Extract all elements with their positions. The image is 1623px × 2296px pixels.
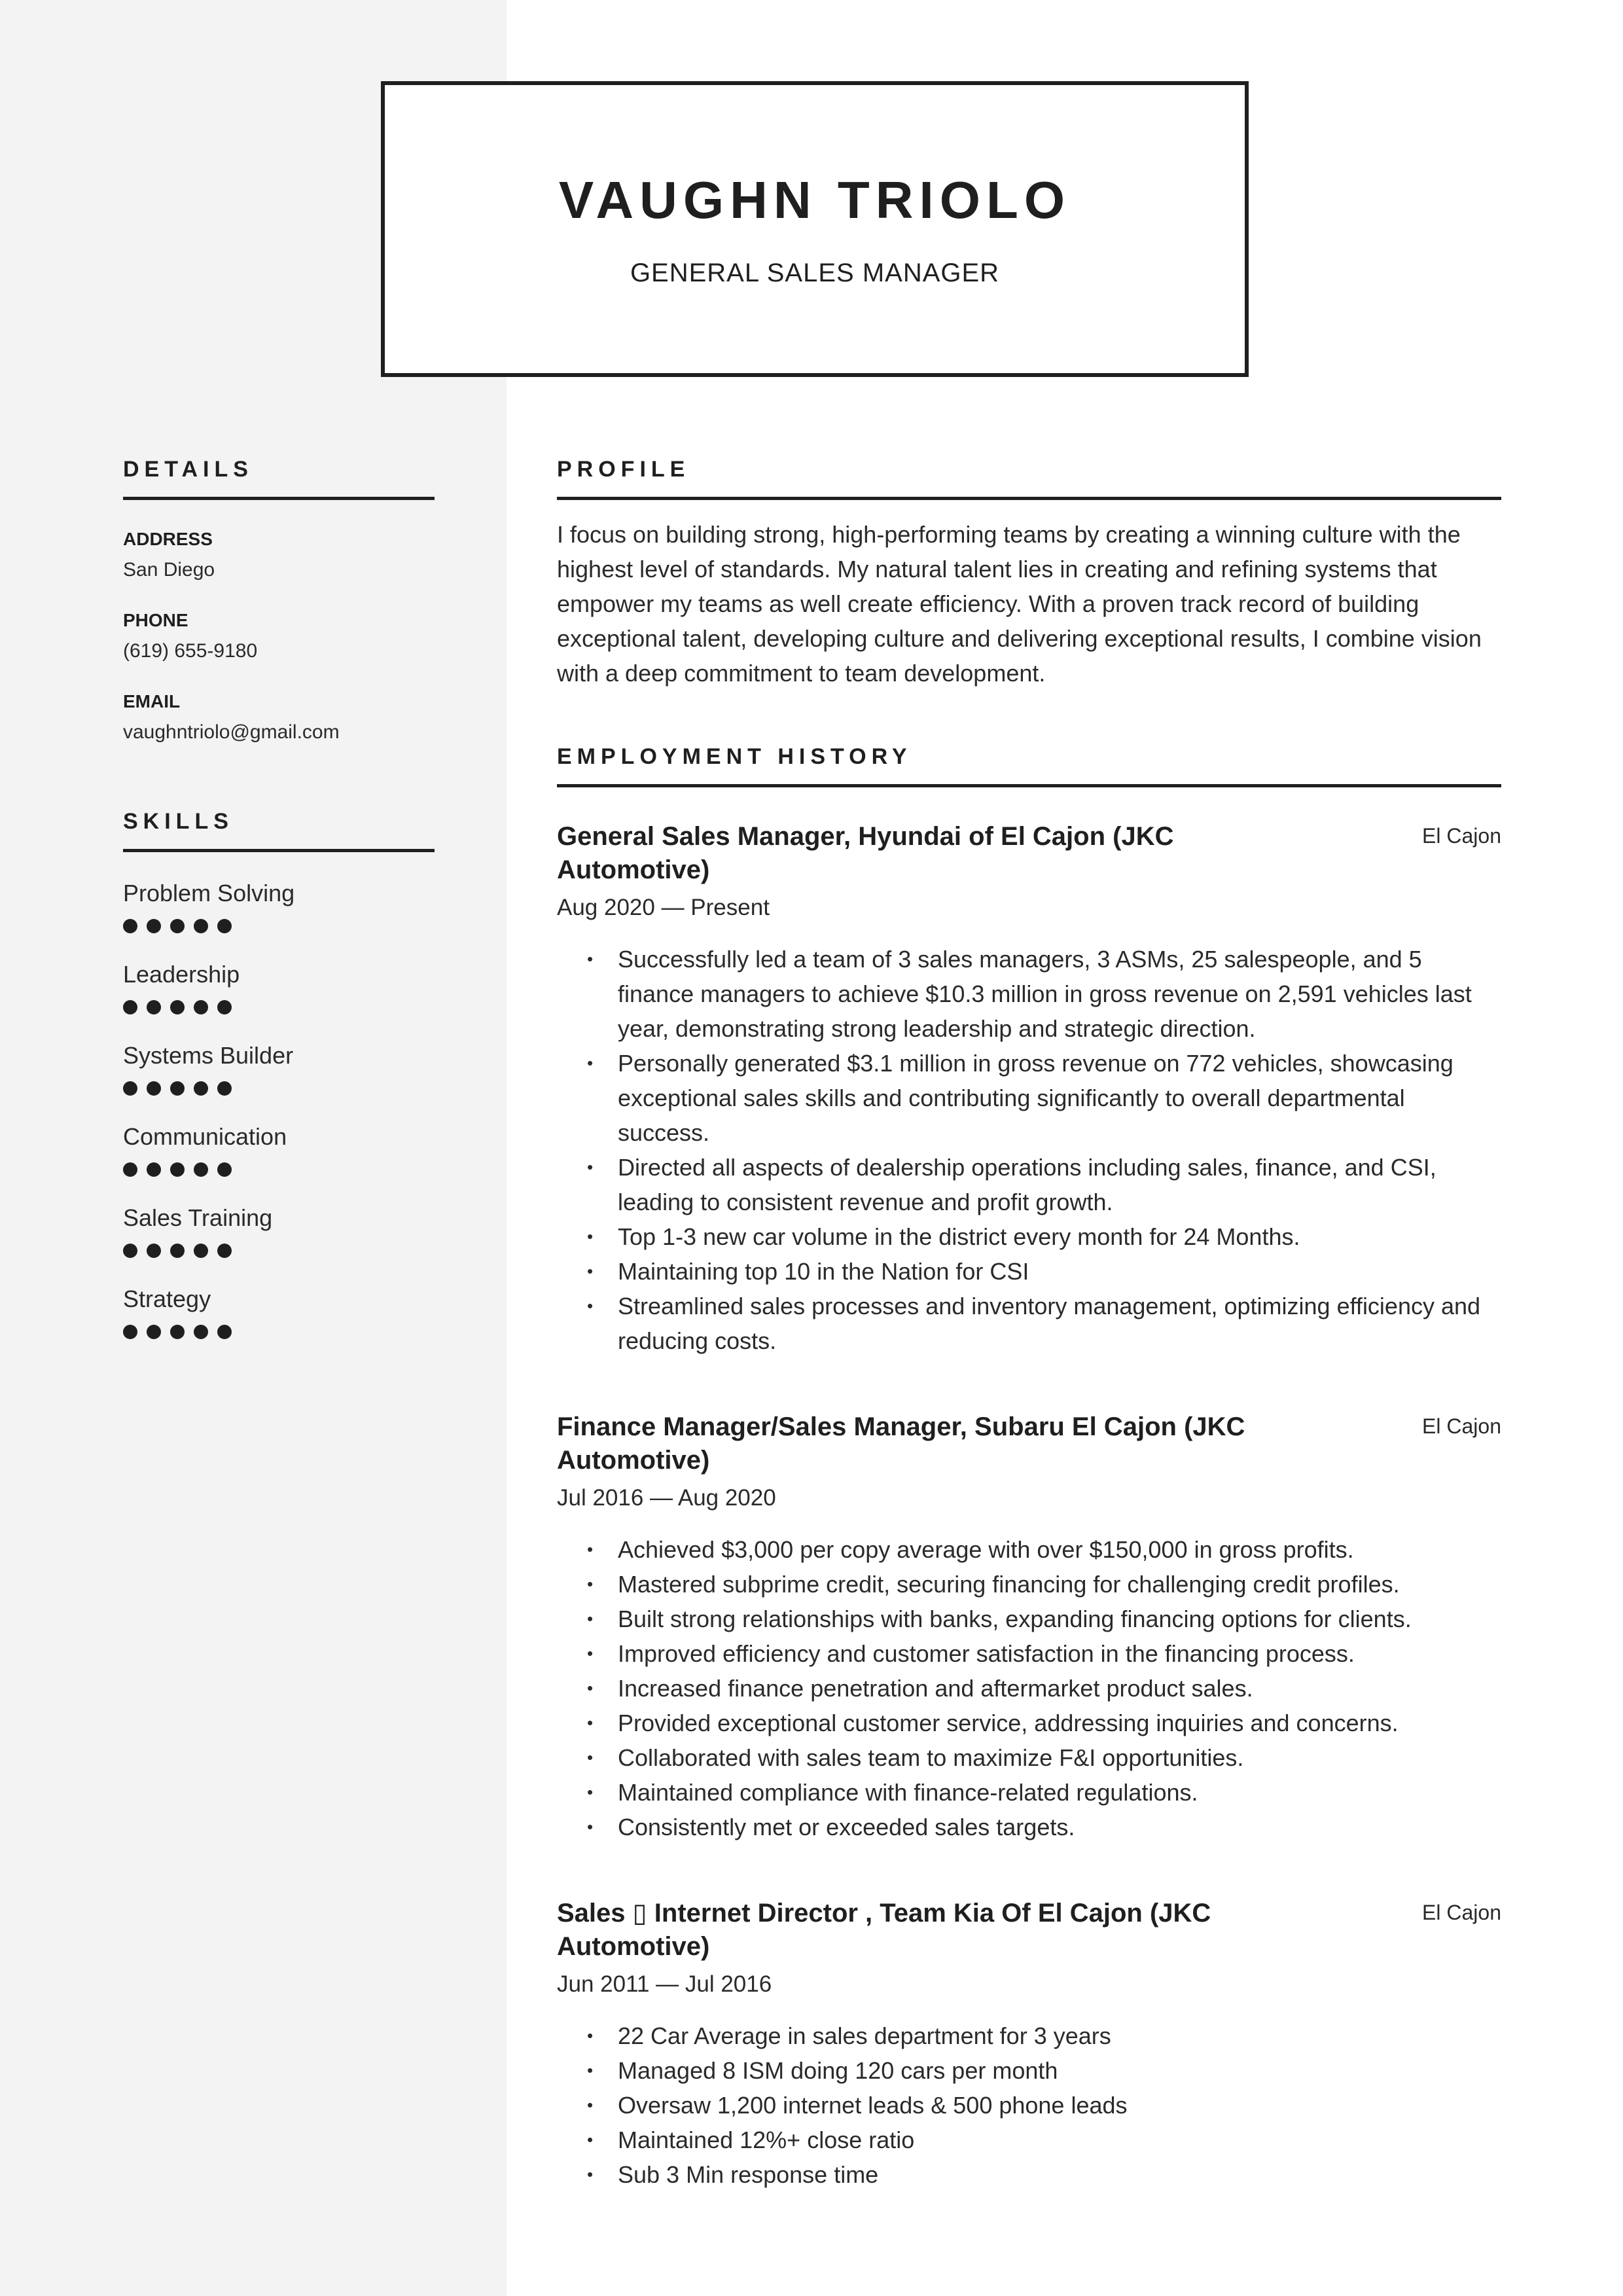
email-label: EMAIL xyxy=(123,691,181,711)
skill-level-dot xyxy=(217,1000,232,1014)
skill-name: Leadership xyxy=(123,961,240,988)
skill-level-dot xyxy=(123,1162,137,1177)
job-bullet: • Sub 3 Min response time xyxy=(557,2157,1501,2192)
job-bullet: • Provided exceptional customer service, addressing inquiries and concerns. xyxy=(557,1706,1501,1740)
skill-level-dot xyxy=(170,919,185,933)
skill-level-dots xyxy=(123,1325,435,1340)
job-bullet: • Consistently met or exceeded sales targets. xyxy=(557,1810,1501,1844)
profile-text: I focus on building strong, high-performing teams by creating a winning culture with the highest level of standards. My natural talent lies in creating and refining systems that empower my teams as well create efficiency. With a proven track record of building exceptional talent, developing culture and delivering exceptional results, I combine vision with a deep commitment to team development. xyxy=(557,521,1482,687)
skill-level-dots xyxy=(123,1000,435,1016)
phone-label: PHONE xyxy=(123,610,188,630)
skill-level-dot xyxy=(123,1325,137,1339)
skill-level-dot xyxy=(147,1162,161,1177)
job-bullet: • Achieved $3,000 per copy average with over $150,000 in gross profits. xyxy=(557,1532,1501,1567)
skill-level-dot xyxy=(147,1081,161,1096)
skill-level-dot xyxy=(194,919,208,933)
skill-level-dot xyxy=(147,1325,161,1339)
job-entry xyxy=(557,1410,1501,1844)
skill-level-dot xyxy=(147,919,161,933)
address-value: San Diego xyxy=(123,559,215,581)
job-bullet: • Oversaw 1,200 internet leads & 500 phone leads xyxy=(557,2088,1501,2123)
job-bullet: • Improved efficiency and customer satisfaction in the financing process. xyxy=(557,1636,1501,1671)
profile-heading: PROFILE xyxy=(557,457,1501,500)
job-title: Sales ▯ Internet Director , Team Kia Of El Cajon (JKC Automotive) xyxy=(557,1899,1211,1961)
job-bullet: • Maintained compliance with finance-related regulations. xyxy=(557,1775,1501,1810)
skill-level-dot xyxy=(217,1081,232,1096)
skill-name: Systems Builder xyxy=(123,1042,294,1069)
job-bullets xyxy=(557,1532,1501,1844)
skills-heading: SKILLS xyxy=(123,809,435,852)
skill-level-dot xyxy=(194,1081,208,1096)
skills-list xyxy=(123,880,435,1340)
job-bullet: • Mastered subprime credit, securing financing for challenging credit profiles. xyxy=(557,1567,1501,1602)
job-bullet: • Streamlined sales processes and inventory management, optimizing efficiency and reducing costs. xyxy=(557,1289,1501,1358)
job-bullet: • 22 Car Average in sales department for 3 years xyxy=(557,2018,1501,2053)
skill-level-dot xyxy=(170,1081,185,1096)
skill-level-dot xyxy=(194,1244,208,1258)
job-city: El Cajon xyxy=(1422,1414,1501,1438)
job-bullet: • Managed 8 ISM doing 120 cars per month xyxy=(557,2053,1501,2088)
candidate-name: VAUGHN TRIOLO xyxy=(558,171,1071,229)
job-city: El Cajon xyxy=(1422,824,1501,848)
skill-item xyxy=(123,1123,435,1178)
main-content xyxy=(557,457,1501,2192)
skill-name: Communication xyxy=(123,1123,287,1150)
job-title: General Sales Manager, Hyundai of El Cajon (JKC Automotive) xyxy=(557,822,1174,884)
job-header xyxy=(557,1897,1501,1964)
job-bullets xyxy=(557,2018,1501,2192)
name-header-box xyxy=(381,81,1249,377)
address-label: ADDRESS xyxy=(123,529,213,549)
job-bullet: • Directed all aspects of dealership operations including sales, finance, and CSI, leading to consistent revenue and profit growth. xyxy=(557,1150,1501,1219)
job-bullet: • Maintained 12%+ close ratio xyxy=(557,2123,1501,2157)
job-dates: Jul 2016 — Aug 2020 xyxy=(557,1485,776,1511)
job-entry xyxy=(557,1897,1501,2192)
skill-level-dot xyxy=(194,1162,208,1177)
skill-item xyxy=(123,1285,435,1340)
skill-item xyxy=(123,1042,435,1097)
employment-heading: EMPLOYMENT HISTORY xyxy=(557,744,1501,787)
skill-item xyxy=(123,1204,435,1259)
job-bullets xyxy=(557,942,1501,1358)
job-header xyxy=(557,1410,1501,1477)
skill-level-dot xyxy=(123,1000,137,1014)
job-bullet: • Personally generated $3.1 million in gross revenue on 772 vehicles, showcasing exceptional sales skills and contributing significantly to overall departmental success. xyxy=(557,1046,1501,1150)
skill-name: Sales Training xyxy=(123,1204,273,1231)
skill-level-dot xyxy=(194,1000,208,1014)
job-bullet: • Maintaining top 10 in the Nation for CSI xyxy=(557,1254,1501,1289)
skill-level-dots xyxy=(123,1162,435,1178)
job-title: Finance Manager/Sales Manager, Subaru El Cajon (JKC Automotive) xyxy=(557,1412,1245,1475)
skill-level-dot xyxy=(194,1325,208,1339)
job-bullet: • Collaborated with sales team to maximize F&I opportunities. xyxy=(557,1740,1501,1775)
jobs-list xyxy=(557,820,1501,2192)
job-city: El Cajon xyxy=(1422,1901,1501,1924)
skill-level-dots xyxy=(123,919,435,935)
skill-name: Strategy xyxy=(123,1285,211,1312)
job-header xyxy=(557,820,1501,887)
skill-level-dot xyxy=(217,919,232,933)
job-bullet: • Increased finance penetration and aftermarket product sales. xyxy=(557,1671,1501,1706)
skill-level-dot xyxy=(147,1000,161,1014)
skill-level-dot xyxy=(217,1244,232,1258)
skill-level-dot xyxy=(123,1244,137,1258)
skill-name: Problem Solving xyxy=(123,880,295,906)
skill-level-dot xyxy=(147,1244,161,1258)
skill-level-dot xyxy=(170,1325,185,1339)
job-dates: Jun 2011 — Jul 2016 xyxy=(557,1971,772,1997)
skill-level-dot xyxy=(123,1081,137,1096)
phone-value: (619) 655-9180 xyxy=(123,640,258,662)
skill-level-dot xyxy=(170,1000,185,1014)
skill-level-dots xyxy=(123,1081,435,1097)
details-heading: DETAILS xyxy=(123,457,435,500)
skill-level-dots xyxy=(123,1244,435,1259)
sidebar xyxy=(123,457,435,1340)
skill-item xyxy=(123,961,435,1016)
email-value: vaughntriolo@gmail.com xyxy=(123,721,340,743)
skill-item xyxy=(123,880,435,935)
job-bullet: • Built strong relationships with banks, expanding financing options for clients. xyxy=(557,1602,1501,1636)
skill-level-dot xyxy=(123,919,137,933)
skill-level-dot xyxy=(217,1325,232,1339)
skill-level-dot xyxy=(217,1162,232,1177)
job-bullet: • Successfully led a team of 3 sales managers, 3 ASMs, 25 salespeople, and 5 finance managers to achieve $10.3 million in gross revenue on 2,591 vehicles last year, demonstrating strong leadership and strategic direction. xyxy=(557,942,1501,1046)
job-entry xyxy=(557,820,1501,1358)
candidate-title: GENERAL SALES MANAGER xyxy=(630,259,1000,287)
job-dates: Aug 2020 — Present xyxy=(557,895,770,920)
job-bullet: • Top 1-3 new car volume in the district every month for 24 Months. xyxy=(557,1219,1501,1254)
skill-level-dot xyxy=(170,1244,185,1258)
skill-level-dot xyxy=(170,1162,185,1177)
